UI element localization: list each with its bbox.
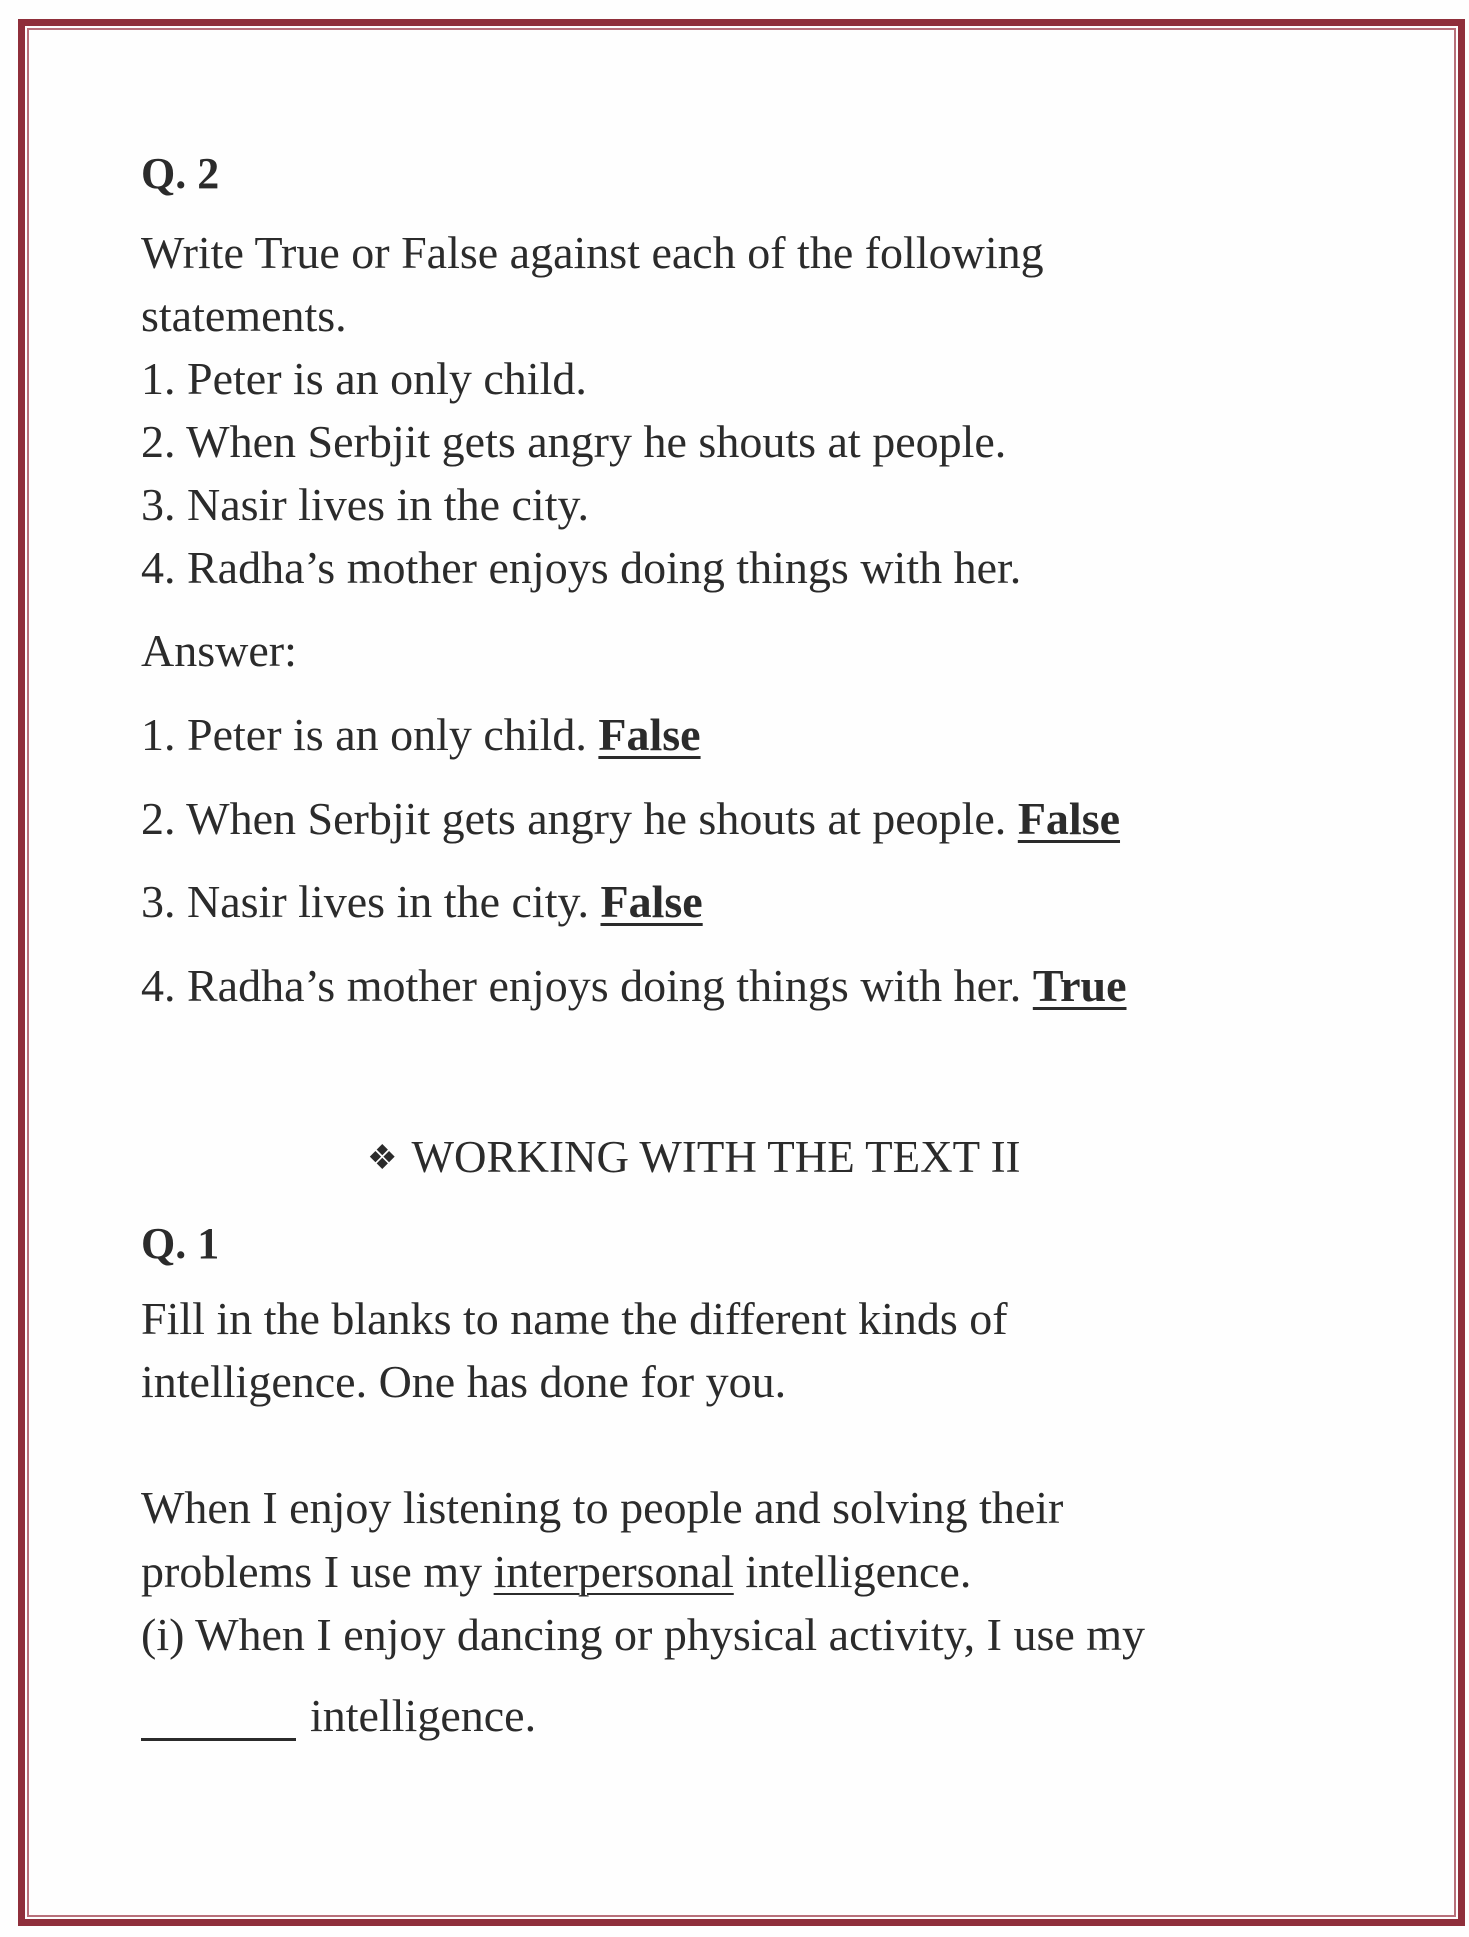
section-title: WORKING WITH THE TEXT II [411,1132,1021,1182]
answer-row-4 [141,960,1127,1011]
statement-3: 3. Nasir lives in the city. [141,479,589,530]
section-heading [367,1132,1021,1182]
answer-row-2 [141,793,1121,844]
question-1-instruction-line-1: Fill in the blanks to name the different kinds of [141,1293,1008,1344]
answer-3-value: False [600,876,703,927]
answer-1-statement: 1. Peter is an only child. [141,709,587,760]
answer-4-value: True [1032,960,1127,1011]
example-line-2 [141,1546,972,1597]
item-i-line-1: (i) When I enjoy dancing or physical activity, I use my [141,1609,1146,1660]
answer-1-value: False [598,709,701,760]
question-2-instruction-line-1: Write True or False against each of the following [141,227,1044,278]
question-2-instruction-line-2: statements. [141,290,347,341]
item-i-line-2-after: intelligence. [310,1690,537,1741]
statement-2: 2. When Serbjit gets angry he shouts at people. [141,416,1007,467]
example-answer-interpersonal: interpersonal [493,1546,734,1597]
answer-3-statement: 3. Nasir lives in the city. [141,876,589,927]
statement-4: 4. Radha’s mother enjoys doing things with her. [141,542,1022,593]
fill-in-blank[interactable] [141,1738,296,1741]
question-2-heading: Q. 2 [141,149,220,198]
four-diamond-bullet-icon: ❖ [367,1140,398,1177]
example-line-2-after: intelligence. [745,1546,972,1597]
question-1-heading: Q. 1 [141,1219,220,1268]
example-line-1: When I enjoy listening to people and solving their [141,1482,1064,1533]
answer-row-3 [141,876,703,927]
answer-2-statement: 2. When Serbjit gets angry he shouts at people. [141,793,1007,844]
answer-label: Answer: [141,625,297,676]
question-1-instruction-line-2: intelligence. One has done for you. [141,1356,787,1407]
example-line-2-before: problems I use my [141,1546,483,1597]
item-i-line-2 [141,1690,537,1741]
answer-2-value: False [1017,793,1121,844]
answer-4-statement: 4. Radha’s mother enjoys doing things with her. [141,960,1022,1011]
statement-1: 1. Peter is an only child. [141,353,587,404]
answer-row-1 [141,709,701,760]
